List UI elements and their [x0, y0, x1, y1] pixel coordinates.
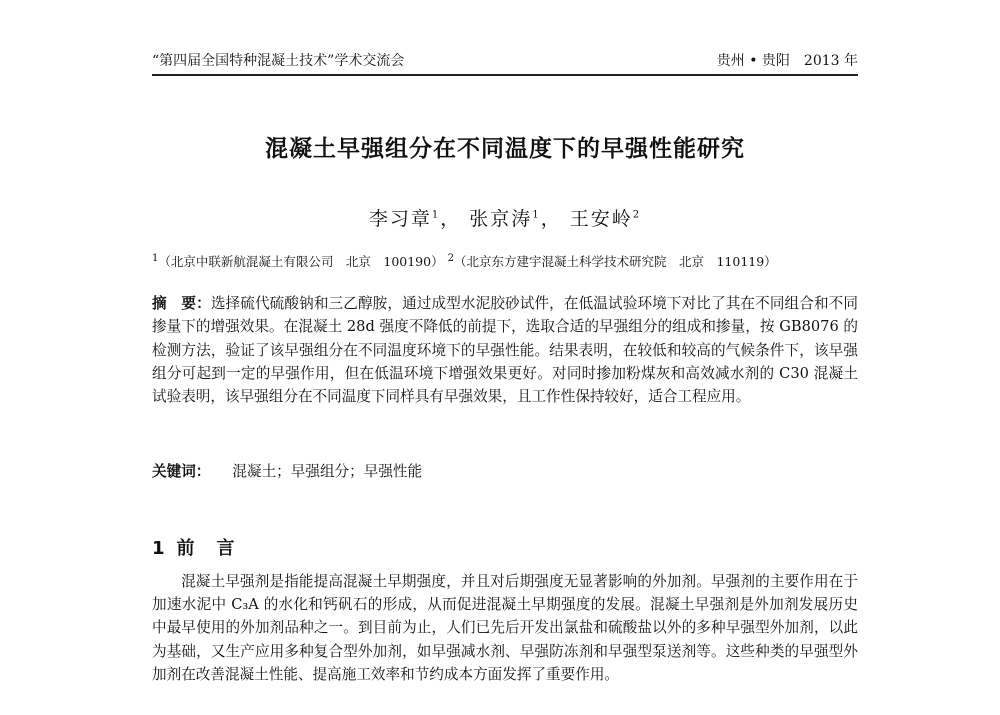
author-affil-mark: 1 [431, 209, 441, 221]
section-heading [152, 534, 257, 560]
affiliation-text: （北京东方建宇混凝土科学技术研究院 北京 110119） [453, 254, 777, 269]
author-affil-mark: 2 [632, 209, 642, 221]
author-name: 王安岭 [569, 208, 633, 230]
author-list [152, 204, 858, 231]
abstract [152, 292, 858, 408]
affil-mark: 2 [447, 252, 454, 264]
conference-location-year: 贵州 • 贵阳 2013 年 [716, 53, 858, 69]
abstract-text: 选择硫代硫酸钠和三乙醇胺，通过成型水泥胶砂试件，在低温试验环境下对比了其在不同组合和不同掺量下的增强效果。在混凝土 28d 强度不降低的前提下，选取合适的早强组分的组成和掺量，按 GB8076 的检测方法，验证了该早强组分在不同温度环境下的早强性能。结果表明，在较低和较高的气候条件下，该早强组分可起到一定的早强作用，但在低温环境下增强效果更好。对同时掺加粉煤灰和高效减水剂的 C30 混凝土试验表明，该早强组分在不同温度下同样具有早强效果，且工作性保持较好，适合工程应用。 [152, 295, 858, 406]
author-separator: ， [540, 208, 562, 230]
running-header [152, 50, 858, 72]
author-name: 李习章 [368, 208, 432, 230]
keywords-text: 混凝土；早强组分；早强性能 [232, 463, 423, 480]
section-title: 前言 [176, 538, 257, 559]
affiliation-text: （北京中联新航混凝土有限公司 北京 100190） [158, 254, 444, 269]
abstract-label: 摘 要： [152, 295, 211, 312]
conference-name: “第四届全国特种混凝土技术”学术交流会 [152, 53, 405, 69]
body-paragraph: 混凝土早强剂是指能提高混凝土早期强度，并且对后期强度无显著影响的外加剂。早强剂的主要作用在于加速水泥中 C₃A 的水化和钙矾石的形成，从而促进混凝土早期强度的发展。混凝土早强剂是外加剂发展历史中最早使用的外加剂品种之一。到目前为止，人们已先后开发出氯盐和硫酸盐以外的多种早强型外加剂，以此为基础，又生产应用多种复合型外加剂，如早强减水剂、早强防冻剂和早强型泵送剂等。这些种类的早强型外加剂在改善混凝土性能、提高施工效率和节约成本方面发挥了重要作用。 [152, 573, 858, 683]
affil-mark: 1 [152, 252, 159, 264]
keywords-label: 关键词： [152, 463, 211, 480]
author-name: 张京涛 [469, 208, 533, 230]
header-rule [152, 74, 858, 76]
affiliations [152, 252, 858, 270]
paper-title: 混凝土早强组分在不同温度下的早强性能研究 [265, 136, 745, 162]
author-affil-mark: 1 [532, 209, 541, 221]
keywords [152, 460, 858, 481]
author-separator: ， [440, 208, 462, 230]
section-number: 1 [152, 538, 165, 559]
